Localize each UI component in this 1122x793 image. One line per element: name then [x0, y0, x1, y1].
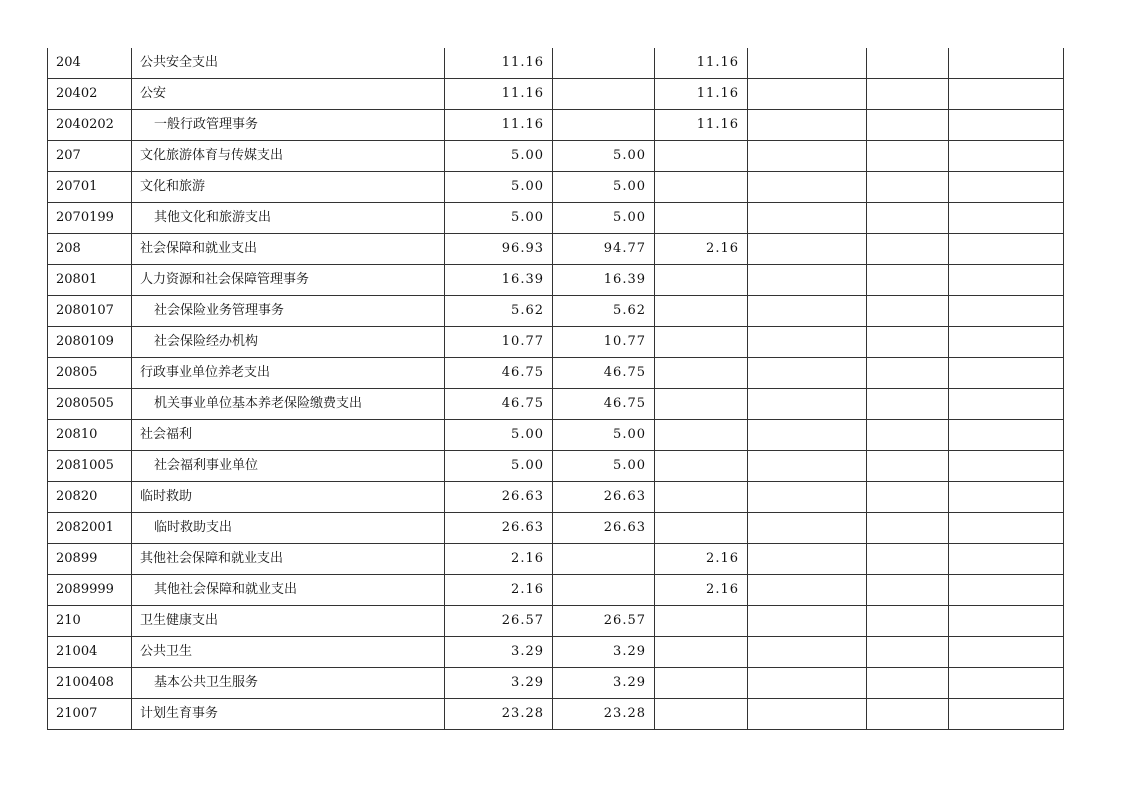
empty-cell: [949, 172, 1064, 203]
empty-cell: [748, 358, 867, 389]
basic-expenditure-cell: 5.00: [553, 451, 655, 482]
function-code-cell: 2080505: [48, 389, 132, 420]
function-name-cell: 公共卫生: [132, 637, 445, 668]
function-code-cell: 204: [48, 48, 132, 79]
function-code-cell: 210: [48, 606, 132, 637]
empty-cell: [949, 668, 1064, 699]
empty-cell: [748, 513, 867, 544]
empty-cell: [748, 668, 867, 699]
total-amount-cell: 5.00: [445, 141, 553, 172]
function-name-cell: 卫生健康支出: [132, 606, 445, 637]
table-row: [48, 48, 1064, 79]
empty-cell: [949, 699, 1064, 730]
function-code-cell: 20810: [48, 420, 132, 451]
table-body: [48, 48, 1064, 730]
function-name-cell: 机关事业单位基本养老保险缴费支出: [132, 389, 445, 420]
basic-expenditure-cell: 46.75: [553, 389, 655, 420]
empty-cell: [867, 699, 949, 730]
total-amount-cell: 2.16: [445, 575, 553, 606]
empty-cell: [748, 606, 867, 637]
function-code-cell: 207: [48, 141, 132, 172]
empty-cell: [949, 203, 1064, 234]
empty-cell: [748, 699, 867, 730]
function-name-cell: 人力资源和社会保障管理事务: [132, 265, 445, 296]
table-row: [48, 265, 1064, 296]
function-name-cell: 社会保障和就业支出: [132, 234, 445, 265]
empty-cell: [748, 110, 867, 141]
total-amount-cell: 46.75: [445, 358, 553, 389]
empty-cell: [949, 482, 1064, 513]
empty-cell: [867, 575, 949, 606]
project-expenditure-cell: 11.16: [655, 110, 748, 141]
project-expenditure-cell: [655, 172, 748, 203]
empty-cell: [867, 513, 949, 544]
empty-cell: [867, 637, 949, 668]
total-amount-cell: 10.77: [445, 327, 553, 358]
function-code-cell: 2100408: [48, 668, 132, 699]
total-amount-cell: 26.57: [445, 606, 553, 637]
function-name-cell: 行政事业单位养老支出: [132, 358, 445, 389]
total-amount-cell: 5.00: [445, 203, 553, 234]
function-code-cell: 20899: [48, 544, 132, 575]
function-name-cell: 公共安全支出: [132, 48, 445, 79]
basic-expenditure-cell: [553, 48, 655, 79]
table-row: [48, 637, 1064, 668]
empty-cell: [949, 575, 1064, 606]
table-row: [48, 482, 1064, 513]
empty-cell: [748, 203, 867, 234]
function-name-cell: 其他文化和旅游支出: [132, 203, 445, 234]
empty-cell: [748, 172, 867, 203]
table-row: [48, 575, 1064, 606]
basic-expenditure-cell: 26.57: [553, 606, 655, 637]
function-name-cell: 文化和旅游: [132, 172, 445, 203]
empty-cell: [748, 265, 867, 296]
project-expenditure-cell: [655, 389, 748, 420]
project-expenditure-cell: [655, 637, 748, 668]
function-name-cell: 公安: [132, 79, 445, 110]
project-expenditure-cell: [655, 482, 748, 513]
empty-cell: [867, 141, 949, 172]
empty-cell: [867, 451, 949, 482]
table-row: [48, 79, 1064, 110]
table-row: [48, 296, 1064, 327]
project-expenditure-cell: [655, 699, 748, 730]
basic-expenditure-cell: [553, 79, 655, 110]
empty-cell: [949, 79, 1064, 110]
budget-expenditure-table: [47, 48, 1064, 730]
project-expenditure-cell: [655, 265, 748, 296]
empty-cell: [748, 420, 867, 451]
basic-expenditure-cell: 5.00: [553, 420, 655, 451]
basic-expenditure-cell: [553, 575, 655, 606]
empty-cell: [949, 234, 1064, 265]
empty-cell: [949, 48, 1064, 79]
project-expenditure-cell: [655, 296, 748, 327]
empty-cell: [867, 203, 949, 234]
function-name-cell: 社会保险经办机构: [132, 327, 445, 358]
empty-cell: [867, 234, 949, 265]
empty-cell: [949, 358, 1064, 389]
empty-cell: [748, 48, 867, 79]
basic-expenditure-cell: 26.63: [553, 482, 655, 513]
total-amount-cell: 26.63: [445, 513, 553, 544]
function-code-cell: 2082001: [48, 513, 132, 544]
total-amount-cell: 26.63: [445, 482, 553, 513]
table-row: [48, 699, 1064, 730]
basic-expenditure-cell: [553, 110, 655, 141]
empty-cell: [867, 48, 949, 79]
basic-expenditure-cell: 5.00: [553, 203, 655, 234]
basic-expenditure-cell: 3.29: [553, 668, 655, 699]
project-expenditure-cell: [655, 420, 748, 451]
total-amount-cell: 11.16: [445, 79, 553, 110]
project-expenditure-cell: 11.16: [655, 48, 748, 79]
empty-cell: [748, 451, 867, 482]
function-code-cell: 21007: [48, 699, 132, 730]
function-code-cell: 2070199: [48, 203, 132, 234]
total-amount-cell: 46.75: [445, 389, 553, 420]
basic-expenditure-cell: 23.28: [553, 699, 655, 730]
table-row: [48, 513, 1064, 544]
function-name-cell: 一般行政管理事务: [132, 110, 445, 141]
function-code-cell: 2081005: [48, 451, 132, 482]
empty-cell: [748, 296, 867, 327]
empty-cell: [748, 141, 867, 172]
total-amount-cell: 5.00: [445, 172, 553, 203]
project-expenditure-cell: 2.16: [655, 575, 748, 606]
basic-expenditure-cell: 10.77: [553, 327, 655, 358]
empty-cell: [949, 141, 1064, 172]
table-row: [48, 203, 1064, 234]
empty-cell: [867, 482, 949, 513]
table-row: [48, 606, 1064, 637]
basic-expenditure-cell: 5.62: [553, 296, 655, 327]
project-expenditure-cell: 2.16: [655, 234, 748, 265]
empty-cell: [949, 544, 1064, 575]
table-row: [48, 172, 1064, 203]
basic-expenditure-cell: 94.77: [553, 234, 655, 265]
empty-cell: [867, 296, 949, 327]
total-amount-cell: 5.00: [445, 420, 553, 451]
empty-cell: [949, 296, 1064, 327]
empty-cell: [949, 420, 1064, 451]
table-row: [48, 420, 1064, 451]
empty-cell: [949, 110, 1064, 141]
empty-cell: [867, 420, 949, 451]
empty-cell: [867, 606, 949, 637]
empty-cell: [867, 110, 949, 141]
empty-cell: [748, 482, 867, 513]
total-amount-cell: 3.29: [445, 637, 553, 668]
empty-cell: [748, 389, 867, 420]
empty-cell: [748, 544, 867, 575]
empty-cell: [867, 389, 949, 420]
function-name-cell: 其他社会保障和就业支出: [132, 544, 445, 575]
total-amount-cell: 5.00: [445, 451, 553, 482]
function-code-cell: 208: [48, 234, 132, 265]
empty-cell: [949, 389, 1064, 420]
empty-cell: [949, 606, 1064, 637]
table-row: [48, 141, 1064, 172]
empty-cell: [748, 327, 867, 358]
table-row: [48, 451, 1064, 482]
table-row: [48, 234, 1064, 265]
function-code-cell: 20805: [48, 358, 132, 389]
function-code-cell: 2080109: [48, 327, 132, 358]
empty-cell: [949, 265, 1064, 296]
basic-expenditure-cell: 5.00: [553, 141, 655, 172]
empty-cell: [949, 327, 1064, 358]
function-name-cell: 临时救助支出: [132, 513, 445, 544]
basic-expenditure-cell: 3.29: [553, 637, 655, 668]
table-row: [48, 358, 1064, 389]
function-name-cell: 其他社会保障和就业支出: [132, 575, 445, 606]
empty-cell: [748, 79, 867, 110]
empty-cell: [867, 668, 949, 699]
function-code-cell: 2040202: [48, 110, 132, 141]
function-name-cell: 社会福利: [132, 420, 445, 451]
total-amount-cell: 5.62: [445, 296, 553, 327]
project-expenditure-cell: [655, 203, 748, 234]
function-name-cell: 临时救助: [132, 482, 445, 513]
empty-cell: [949, 513, 1064, 544]
table-row: [48, 110, 1064, 141]
empty-cell: [867, 172, 949, 203]
function-name-cell: 文化旅游体育与传媒支出: [132, 141, 445, 172]
function-code-cell: 21004: [48, 637, 132, 668]
function-code-cell: 20701: [48, 172, 132, 203]
basic-expenditure-cell: [553, 544, 655, 575]
function-name-cell: 社会保险业务管理事务: [132, 296, 445, 327]
project-expenditure-cell: [655, 451, 748, 482]
empty-cell: [949, 451, 1064, 482]
function-code-cell: 2089999: [48, 575, 132, 606]
total-amount-cell: 23.28: [445, 699, 553, 730]
project-expenditure-cell: 11.16: [655, 79, 748, 110]
total-amount-cell: 96.93: [445, 234, 553, 265]
project-expenditure-cell: [655, 327, 748, 358]
basic-expenditure-cell: 46.75: [553, 358, 655, 389]
empty-cell: [949, 637, 1064, 668]
empty-cell: [867, 327, 949, 358]
function-code-cell: 20801: [48, 265, 132, 296]
function-name-cell: 计划生育事务: [132, 699, 445, 730]
project-expenditure-cell: [655, 513, 748, 544]
basic-expenditure-cell: 16.39: [553, 265, 655, 296]
empty-cell: [867, 544, 949, 575]
project-expenditure-cell: [655, 668, 748, 699]
basic-expenditure-cell: 26.63: [553, 513, 655, 544]
empty-cell: [748, 575, 867, 606]
basic-expenditure-cell: 5.00: [553, 172, 655, 203]
empty-cell: [867, 358, 949, 389]
table-row: [48, 668, 1064, 699]
table-row: [48, 544, 1064, 575]
empty-cell: [867, 265, 949, 296]
project-expenditure-cell: [655, 141, 748, 172]
function-name-cell: 基本公共卫生服务: [132, 668, 445, 699]
empty-cell: [748, 234, 867, 265]
total-amount-cell: 11.16: [445, 48, 553, 79]
function-code-cell: 20820: [48, 482, 132, 513]
table-row: [48, 389, 1064, 420]
function-name-cell: 社会福利事业单位: [132, 451, 445, 482]
total-amount-cell: 16.39: [445, 265, 553, 296]
function-code-cell: 2080107: [48, 296, 132, 327]
project-expenditure-cell: [655, 606, 748, 637]
total-amount-cell: 11.16: [445, 110, 553, 141]
project-expenditure-cell: 2.16: [655, 544, 748, 575]
table-row: [48, 327, 1064, 358]
total-amount-cell: 2.16: [445, 544, 553, 575]
total-amount-cell: 3.29: [445, 668, 553, 699]
project-expenditure-cell: [655, 358, 748, 389]
empty-cell: [748, 637, 867, 668]
empty-cell: [867, 79, 949, 110]
function-code-cell: 20402: [48, 79, 132, 110]
